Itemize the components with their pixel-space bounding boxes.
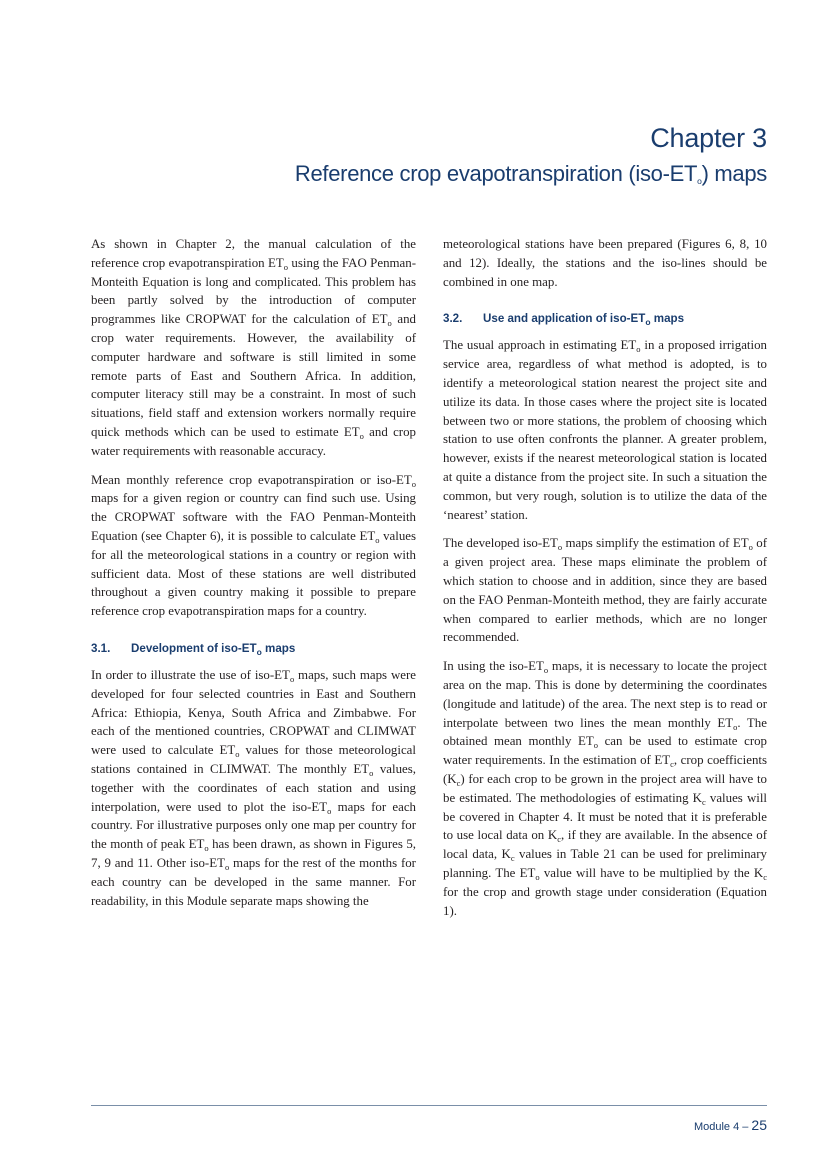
- subscript: o: [543, 665, 549, 676]
- text-run: The developed iso-ET: [443, 536, 558, 551]
- subscript: o: [387, 318, 392, 329]
- chapter-heading: [295, 118, 767, 190]
- text-run: As shown in Chapter 2, the manual calculation of the reference crop evapotranspiration ET: [91, 237, 416, 270]
- section-heading-3-1: 3.1. Development of iso-$ET_o$ maps: [91, 641, 296, 657]
- page-number: 25: [751, 1117, 767, 1133]
- text-run: In using the iso-ET: [443, 659, 544, 674]
- subscript: c: [510, 853, 515, 864]
- text-run: of a given project area. These maps eliminate the problem of which station to choose and in addition, since they are based on the FAO Penman-Monteith method, they are fairly accurate when compared to earlier methods, which are no longer recommended.: [443, 536, 767, 645]
- paragraph: [443, 657, 767, 920]
- paragraph: [443, 235, 767, 291]
- text-run: maps, it is necessary to locate the project area on the map. This is done by determining the coordinates (longitude and latitude) of the area. The next step is to read or interpolate between two lines the mean monthly ET: [443, 659, 767, 730]
- subscript: o: [636, 344, 641, 355]
- text-run: and crop water requirements with reasonable accuracy.: [91, 424, 416, 458]
- subscript: o: [204, 843, 209, 854]
- text-run: using the FAO Penman-Monteith Equation is long and complicated. This problem has been partly solved by the introduction of computer programmes like CROPWAT for the calculation of ET: [91, 255, 416, 327]
- subscript: o: [224, 861, 230, 872]
- subscript: o: [593, 740, 598, 751]
- chapter-title: Reference crop evapotranspiration $(iso-ET_o)$ maps: [294, 161, 767, 186]
- text-run: has been drawn, as shown in Figures 5, 7, 9 and 11. Other iso-ET: [91, 837, 416, 870]
- text-run: maps, such maps were developed for four selected countries in East and Southern Africa: Ethiopia, Kenya, South Africa and Zimbabwe. For each of the mentioned countries, CROPWAT and CLIMWAT were used to calculate ET: [91, 667, 416, 758]
- subscript: o: [748, 542, 753, 553]
- text-run: and crop water requirements. However, the availability of computer hardware and software is still limited in some remote parts of East and Southern Africa. In addition, computer literacy still may be a constraint. In most of such situations, field staff and extension workers normally require quick methods which can be used to estimate ET: [91, 312, 416, 439]
- subscript: o: [733, 721, 738, 732]
- text-run: values for all the meteorological stations in a country or region with sufficient data. Most of these stations are well distributed throughout a given country making it possible to prepare reference crop evapotranspiration maps for a country.: [91, 528, 417, 619]
- text-run: maps simplify the estimation of ET: [562, 536, 749, 551]
- subscript: o: [235, 749, 240, 760]
- text-run: value will have to be multiplied by the K: [539, 865, 764, 880]
- section-heading-3-2: 3.2. Use and application of iso-$ET_o$ maps: [443, 312, 685, 328]
- right-column: [443, 235, 767, 930]
- text-run: can be used to estimate crop water requirements. In the estimation of ET: [443, 734, 767, 768]
- text-run: ) for each crop to be grown in the project area will have to be estimated. The methodologies of estimating K: [443, 771, 767, 805]
- text-run: maps for each country. For illustrative purposes only one map per country for the month of peak ET: [91, 799, 416, 852]
- text-run: In order to illustrate the use of iso-ET: [91, 667, 290, 682]
- subscript: c: [456, 777, 461, 788]
- page-footer: [694, 1117, 767, 1133]
- module-label: Module 4 –: [693, 1121, 752, 1133]
- subscript: o: [289, 673, 295, 684]
- subscript: o: [375, 534, 380, 545]
- paragraph: [91, 471, 416, 621]
- subscript: o: [369, 767, 374, 778]
- subscript: c: [670, 759, 674, 770]
- text-run: . The obtained mean monthly ET: [443, 715, 767, 749]
- paragraph: [91, 235, 416, 461]
- text-run: values will be covered in Chapter 4. It must be noted that it is preferable to use local data on K: [443, 790, 767, 843]
- paragraph: [91, 666, 416, 910]
- text-run: , if they are available. In the absence of local data, K: [443, 828, 767, 862]
- subscript: o: [283, 261, 289, 272]
- text-run: maps for the rest of the months for each country can be developed in the same manner. For readability, in this Module separate maps showing the: [91, 855, 416, 908]
- text-run: values, together with the coordinates of each station and using interpolation, were used to plot the iso-ET: [91, 761, 416, 814]
- paragraph: [443, 534, 767, 647]
- text-run: Mean monthly reference crop evapotranspiration or iso-ET: [91, 472, 412, 487]
- subscript: o: [327, 805, 332, 816]
- subscript: o: [557, 542, 563, 553]
- text-run: for the crop and growth stage under consideration (Equation 1).: [443, 884, 767, 918]
- text-run: values in Table 21 can be used for preliminary planning. The ET: [443, 847, 767, 880]
- subscript: c: [557, 834, 561, 845]
- subscript: o: [359, 430, 364, 441]
- footer-rule: [91, 1105, 767, 1106]
- left-column: [91, 235, 416, 920]
- chapter-number: Chapter 3: [650, 123, 767, 153]
- text-run: meteorological stations have been prepared (Figures 6, 8, 10 and 12). Ideally, the stations and the iso-lines should be combined in one map.: [443, 237, 767, 289]
- text-run: values for those meteorological stations contained in CLIMWAT. The monthly ET: [91, 743, 416, 776]
- paragraph: [443, 336, 767, 524]
- subscript: c: [763, 871, 767, 882]
- subscript: o: [411, 478, 416, 489]
- text-run: in a proposed irrigation service area, regardless of what method is adopted, is to identify a meteorological station nearest the project site and utilize its data. In those cases where the project site is located between two or more stations, the problem of choosing which station to use often confronts the planner. A greater problem, however, exists if the nearest meteorological station is located at quite a distance from the project site. In such a situation the common, but very rough, solution is to utilize the data of the ‘nearest’ station.: [443, 338, 767, 522]
- text-run: , crop coefficients (K: [443, 753, 768, 786]
- text-run: maps for a given region or country can find such use. Using the CROPWAT software with the FAO Penman-Monteith Equation (see Chapter 6), it is possible to calculate ET: [91, 491, 416, 543]
- subscript: c: [701, 796, 706, 807]
- text-run: The usual approach in estimating ET: [443, 338, 637, 353]
- subscript: o: [535, 871, 540, 882]
